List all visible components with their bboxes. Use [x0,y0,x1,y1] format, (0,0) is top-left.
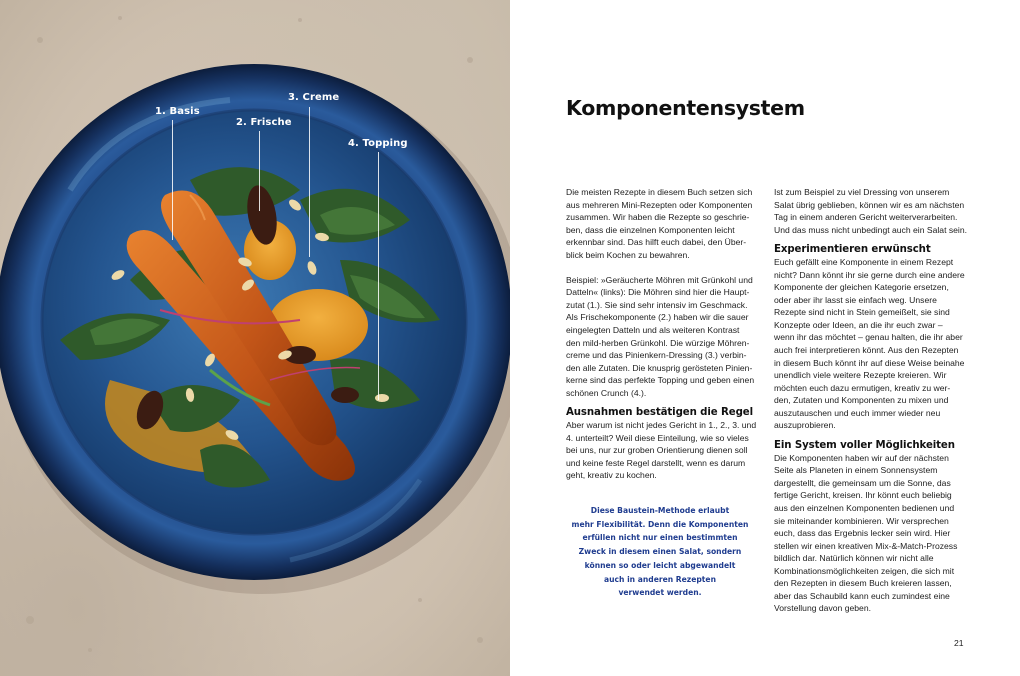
text-line: Die Komponenten haben wir auf der nächsten [774,452,949,463]
text-line: den alle Zutaten. Die knusprig gerösteten Pinien- [566,362,753,373]
text-line: 4. unterteilt? Weil diese Einteilung, wie so vieles [566,432,749,443]
text-line: zusammen. Wir haben die Rezepte so geschrie- [566,212,750,223]
quote-line: mehr Flexibilität. Denn die Komponenten [571,519,749,529]
text-line: Komponente der gleichen Kategorie ersetzen, [774,282,949,293]
text-page [510,0,1020,676]
text-line: Als Frischekomponente (2.) haben wir die sauer [566,312,749,323]
text-line: Salat übrig geblieben, können wir es am nächsten [774,199,965,210]
text-line: und keine feste Regel darstellt, wenn es darum [566,457,746,468]
heading-system: Ein System voller Möglichkeiten [774,439,955,451]
text-line: Ist zum Beispiel zu viel Dressing von unserem [774,187,950,197]
text-line: eingelegten Datteln und als weiteren Kontrast [566,324,740,335]
quote-line: auch in anderen Rezepten [604,574,716,584]
text-line: unendlich viele weitere Rezepte kreieren. Wir [774,370,947,381]
text-line: den Rezepten in diesem Buch kreieren lassen, [774,578,952,589]
text-line: auszutauschen und euch immer wieder neu [774,407,941,418]
text-line: Tag in einem anderen Gericht weiterverarbeiten. [774,212,958,223]
text-line: wenn ihr das möchtet – genau halten, die ihr aber [774,332,963,343]
text-line: ben, dass die einzelnen Komponenten leicht [566,224,735,235]
text-line: zutat (1.). Sie sind sehr intensiv im Geschmack. [566,299,748,310]
intro-paragraph [566,186,754,261]
text-line: bildlich dar. Natürlich können wir nicht alle [774,553,934,564]
exceptions-paragraph [566,419,757,482]
leader-line-topping [378,152,379,400]
heading-exceptions: Ausnahmen bestätigen die Regel [566,407,753,419]
quote-line: verwendet werden. [618,588,702,598]
text-line: bei uns, nur zur groben Orientierung dienen soll [566,445,748,456]
text-line: Rezepte sind nicht in Stein gemeißelt, sie sind [774,307,950,318]
text-line: schönen Crunch (4.). [566,387,647,398]
text-line: möchten euch dazu ermutigen, kreativ zu wer- [774,382,951,393]
leader-line-basis [172,120,173,240]
leader-line-frische [259,131,260,211]
text-line: kerne sind das perfekte Topping und geben einen [566,375,755,386]
page-title: Komponentensystem [566,96,805,120]
page-number: 21 [954,638,964,648]
text-line: creme und das Pinienkern-Dressing (3.) verbin- [566,350,747,361]
text-line: sie miteinander kombinieren. Wir versprechen [774,515,949,526]
leader-line-creme [309,107,310,257]
component-label-frische: 2. Frische [236,117,292,128]
quote-line: können so oder leicht abgewandelt [584,560,736,570]
text-line: euch, dass das Ergebnis lecker sein wird. Hier [774,528,951,539]
text-line: Die meisten Rezepte in diesem Buch setzen sich [566,187,753,197]
text-line: Euch gefällt eine Komponente in einem Rezept [774,257,954,268]
component-label-basis: 1. Basis [155,106,200,117]
text-line: Seite als Planeten in einem Sonnensystem [774,465,938,476]
text-line: stellen wir einen kreativen Mix-&-Match-Prozess [774,540,958,551]
text-line: aber das Schaubild kann euch zumindest eine [774,590,950,601]
text-line: Vorstellung davon geben. [774,603,871,614]
component-label-topping: 4. Topping [348,138,408,149]
text-line: Beispiel: »Geräucherte Möhren mit Grünkohl und [566,274,753,285]
text-line: Konzepte oder Ideen, an die ihr euch zwar – [774,319,943,330]
text-line: dargestellt, die gemeinsam um die Sonne, das [774,477,951,488]
text-line: oder aber ihr lasst sie einfach weg. Unsere [774,294,937,305]
quote-line: Diese Baustein-Methode erlaubt [590,505,730,515]
text-line: auch frei interpretieren könnt. Aus den Rezepten [774,345,959,356]
experiment-paragraph [774,256,970,432]
quote-line: erfüllen nicht nur einen bestimmten [582,533,738,543]
text-line: in diesem Buch könnt ihr auf diese Weise beinahe [774,357,965,368]
left-column [566,186,757,600]
text-line: fertige Gericht, kreisen. Ihr könnt euch beliebig [774,490,952,501]
text-line: Und das muss nicht unbedingt auch ein Salat sein. [774,224,968,235]
text-line: aus mehreren Mini-Rezepten oder Komponenten [566,199,753,210]
text-line: erkennbar sind. Das hilft euch dabei, den Über- [566,237,747,248]
text-line: den mild-herben Grünkohl. Die würzige Möhren- [566,337,750,348]
text-line: blick beim Kochen zu bewahren. [566,249,690,260]
component-label-creme: 3. Creme [288,92,340,103]
heading-experiment: Experimentieren erwünscht [774,244,931,256]
right-column [774,186,970,615]
text-line: Aber warum ist nicht jedes Gericht in 1., 2., 3. und [566,420,757,431]
text-line: Datteln« (links): Die Möhren sind hier die Haupt- [566,287,750,298]
pull-quote [566,504,754,600]
text-line: auszuprobieren. [774,420,836,431]
text-line: aus den einzelnen Komponenten bedienen und [774,503,955,514]
text-line: nicht? Dann könnt ihr sie gerne durch eine andere [774,269,965,280]
text-line: geht, kreativ zu kochen. [566,470,657,481]
text-line: den, Zutaten und Komponenten zu mixen und [774,395,949,406]
text-line: Kombinationsmöglichkeiten zeigen, die sich mit [774,565,955,576]
example-paragraph [566,274,754,399]
continuation-paragraph [774,186,970,236]
quote-line: Zweck in diesem einen Salat, sondern [578,547,742,557]
system-paragraph [774,452,970,615]
